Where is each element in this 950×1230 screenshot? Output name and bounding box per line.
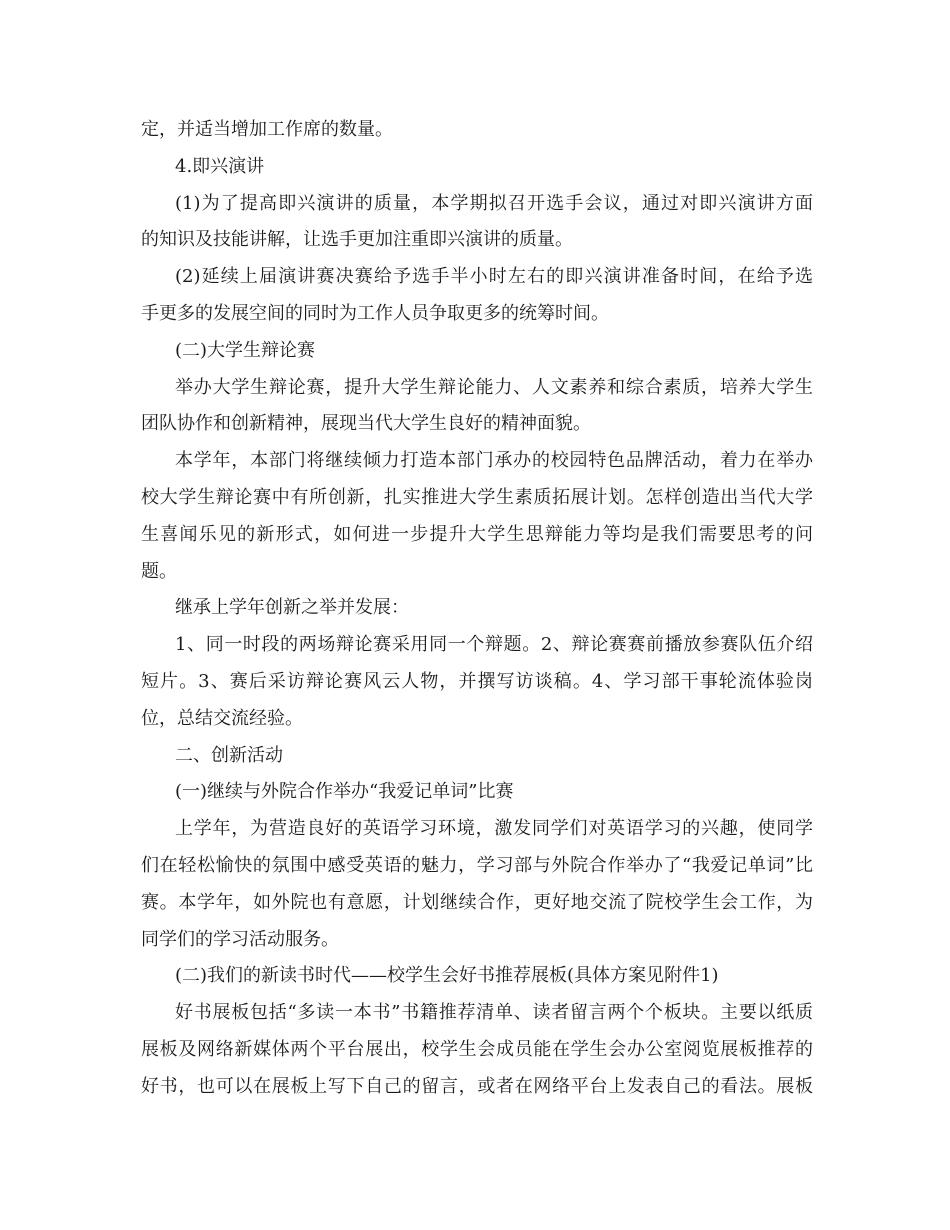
text-line: 继承上学年创新之举并发展： (175, 597, 409, 619)
text-line: (1)为了提高即兴演讲的质量，本学期拟召开选手会议，通过对即兴演讲方面 (175, 192, 813, 214)
text-line: 4.即兴演讲 (175, 155, 265, 177)
text-line: 短片。3、赛后采访辩论赛风云人物，并撰写访谈稿。4、学习部干事轮流体验岗 (141, 670, 813, 692)
text-line: (一)继续与外院合作举办“我爱记单词”比赛 (175, 781, 514, 803)
text-line: 好书展板包括“多读一本书”书籍推荐清单、读者留言两个个板块。主要以纸质 (175, 1002, 813, 1024)
text-line: 展板及网络新媒体两个平台展出，校学生会成员能在学生会办公室阅览展板推荐的 (141, 1038, 813, 1060)
text-line: 定，并适当增加工作席的数量。 (141, 119, 393, 140)
text-line: 1、同一时段的两场辩论赛采用同一个辩题。2、辩论赛赛前播放参赛队伍介绍 (175, 634, 813, 656)
text-line: 赛。本学年，如外院也有意愿，计划继续合作，更好地交流了院校学生会工作，为 (141, 891, 813, 913)
text-line: 好书，也可以在展板上写下自己的留言，或者在网络平台上发表自己的看法。展板 (141, 1075, 813, 1097)
text-line: 们在轻松愉快的氛围中感受英语的魅力，学习部与外院合作举办了“我爱记单词”比 (141, 854, 813, 876)
text-line: 的知识及技能讲解，让选手更加注重即兴演讲的质量。 (141, 229, 573, 251)
text-line: 本学年，本部门将继续倾力打造本部门承办的校园特色品牌活动，着力在举办 (175, 450, 813, 472)
text-line: 题。 (141, 560, 177, 582)
text-line: 手更多的发展空间的同时为工作人员争取更多的统筹时间。 (141, 302, 609, 324)
text-line: 二、创新活动 (175, 744, 283, 766)
text-line: (二)我们的新读书时代——校学生会好书推荐展板(具体方案见附件1) (175, 965, 719, 987)
text-line: 同学们的学习活动服务。 (141, 928, 339, 950)
text-line: 位，总结交流经验。 (141, 707, 303, 729)
text-line: 校大学生辩论赛中有所创新，扎实推进大学生素质拓展计划。怎样创造出当代大学 (141, 486, 813, 508)
text-line: 上学年，为营造良好的英语学习环境，激发同学们对英语学习的兴趣，使同学 (175, 818, 813, 840)
text-line: (二)大学生辩论赛 (175, 339, 316, 361)
text-line: 团队协作和创新精神，展现当代大学生良好的精神面貌。 (141, 413, 591, 435)
text-line: (2)延续上届演讲赛决赛给予选手半小时左右的即兴演讲准备时间，在给予选 (175, 266, 813, 288)
text-line: 生喜闻乐见的新形式，如何进一步提升大学生思辩能力等均是我们需要思考的问 (141, 523, 813, 545)
text-line: 举办大学生辩论赛，提升大学生辩论能力、人文素养和综合素质，培养大学生 (175, 376, 813, 398)
document-body (141, 112, 813, 1106)
